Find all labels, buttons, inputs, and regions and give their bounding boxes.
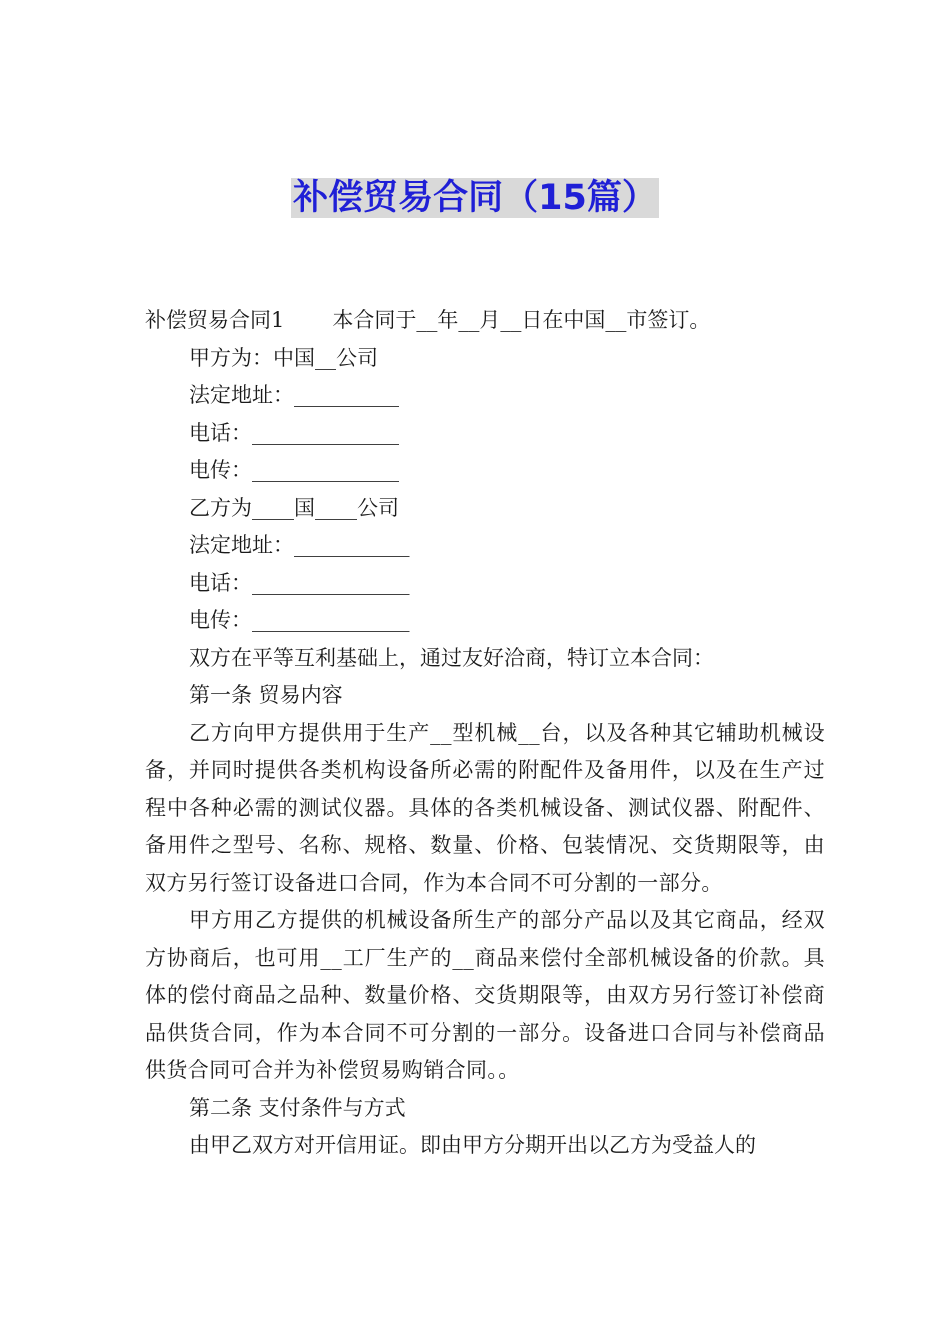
article-2-title: 第二条 支付条件与方式 [189,1095,406,1120]
preamble: 双方在平等互利基础上，通过友好洽商，特订立本合同： [189,645,714,670]
party-b-fax: 电传：_______________ [189,608,410,632]
party-b-address: 法定地址：___________ [189,533,410,557]
party-a-phone: 电话：______________ [189,420,399,445]
party-a-fax: 电传：______________ [189,458,399,482]
article-2-paragraph-1: 由甲乙双方对开信用证。即由甲方分期开出以乙方为受益人的 [189,1133,756,1157]
opening-line [145,302,825,340]
party-b-line: 乙方为____国____公司 [189,495,399,520]
contract-heading-label: 补偿贸易合同1 [145,308,285,332]
party-a-address: 法定地址：__________ [189,383,399,407]
party-a-line: 甲方为：中国__公司 [189,345,378,370]
document-body [145,302,825,1165]
party-b-phone: 电话：_______________ [189,570,410,595]
article-1-title: 第一条 贸易内容 [189,683,343,707]
document-title-text: 补偿贸易合同（15篇） [293,178,657,218]
document-title [0,173,950,223]
article-1-paragraph-2: 甲方用乙方提供的机械设备所生产的部分产品以及其它商品，经双方协商后，也可用__工厂生产的__商品来偿付全部机械设备的价款。具体的偿付商品之品种、数量价格、交货期限等，由双方另行签订补偿商品供货合同，作为本合同不可分割的一部分。设备进口合同与补偿商品供货合同可合并为补偿贸易购销合同。。 [145,908,825,1082]
article-1-paragraph-1: 乙方向甲方提供用于生产__型机械__台，以及各种其它辅助机械设备，并同时提供各类机构设备所必需的附配件及备用件，以及在生产过程中各种必需的测试仪器。具体的各类机械设备、测试仪器、附配件、备用件之型号、名称、规格、数量、价格、包装情况、交货期限等，由双方另行签订设备进口合同，作为本合同不可分割的一部分。 [145,720,825,895]
contract-opening-text: 本合同于__年__月__日在中国__市签订。 [332,308,711,332]
